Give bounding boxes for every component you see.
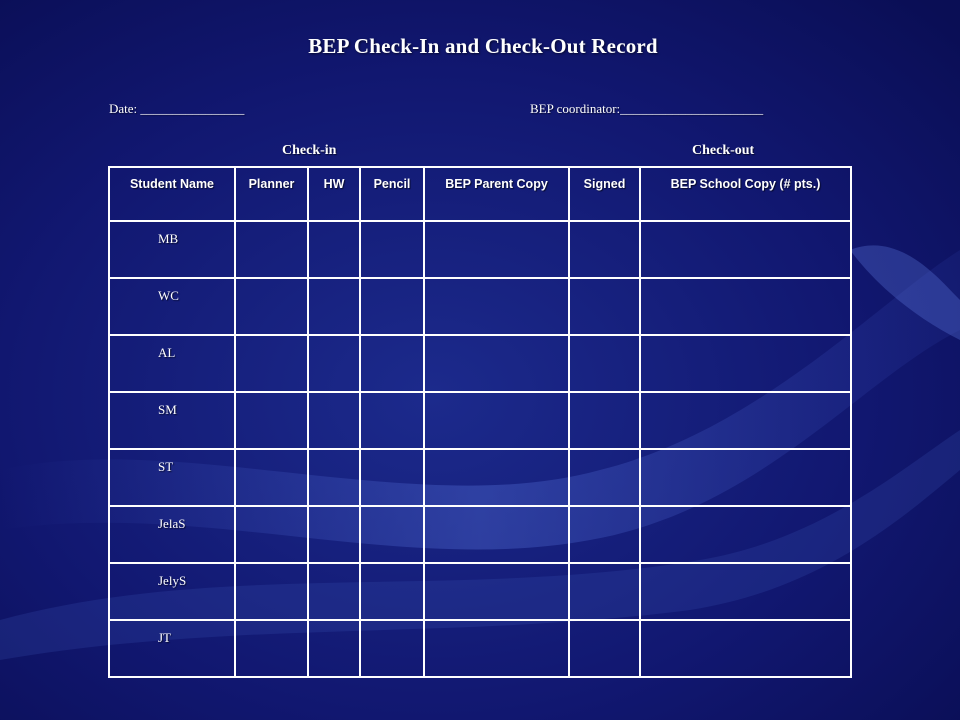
hw-cell[interactable] bbox=[308, 620, 360, 677]
student-name-cell: ST bbox=[109, 449, 235, 506]
parent-copy-cell[interactable] bbox=[424, 449, 569, 506]
column-header-planner: Planner bbox=[235, 167, 308, 221]
parent-copy-cell[interactable] bbox=[424, 335, 569, 392]
pencil-cell[interactable] bbox=[360, 449, 424, 506]
coordinator-field-line: BEP coordinator:______________________ bbox=[530, 101, 764, 116]
column-header-parent-copy: BEP Parent Copy bbox=[424, 167, 569, 221]
checkin-section-label: Check-in bbox=[282, 143, 337, 158]
column-header-school-copy: BEP School Copy (# pts.) bbox=[640, 167, 851, 221]
column-header-signed: Signed bbox=[569, 167, 640, 221]
hw-cell[interactable] bbox=[308, 563, 360, 620]
school-copy-cell[interactable] bbox=[640, 449, 851, 506]
parent-copy-cell[interactable] bbox=[424, 563, 569, 620]
planner-cell[interactable] bbox=[235, 620, 308, 677]
parent-copy-cell[interactable] bbox=[424, 278, 569, 335]
planner-cell[interactable] bbox=[235, 221, 308, 278]
signed-cell[interactable] bbox=[569, 392, 640, 449]
parent-copy-cell[interactable] bbox=[424, 392, 569, 449]
student-name-cell: JT bbox=[109, 620, 235, 677]
table-row bbox=[109, 449, 851, 506]
pencil-cell[interactable] bbox=[360, 392, 424, 449]
pencil-cell[interactable] bbox=[360, 506, 424, 563]
school-copy-cell[interactable] bbox=[640, 506, 851, 563]
parent-copy-cell[interactable] bbox=[424, 620, 569, 677]
parent-copy-cell[interactable] bbox=[424, 221, 569, 278]
column-header-pencil: Pencil bbox=[360, 167, 424, 221]
table-row bbox=[109, 620, 851, 677]
signed-cell[interactable] bbox=[569, 506, 640, 563]
record-table bbox=[108, 166, 852, 678]
student-name-cell: JelyS bbox=[109, 563, 235, 620]
table-row bbox=[109, 278, 851, 335]
checkout-section-label: Check-out bbox=[692, 143, 755, 158]
hw-cell[interactable] bbox=[308, 335, 360, 392]
table-row bbox=[109, 335, 851, 392]
student-name-cell: WC bbox=[109, 278, 235, 335]
pencil-cell[interactable] bbox=[360, 335, 424, 392]
pencil-cell[interactable] bbox=[360, 221, 424, 278]
school-copy-cell[interactable] bbox=[640, 221, 851, 278]
pencil-cell[interactable] bbox=[360, 563, 424, 620]
page-title: BEP Check-In and Check-Out Record bbox=[308, 34, 658, 58]
table-row bbox=[109, 392, 851, 449]
school-copy-cell[interactable] bbox=[640, 392, 851, 449]
signed-cell[interactable] bbox=[569, 278, 640, 335]
hw-cell[interactable] bbox=[308, 506, 360, 563]
school-copy-cell[interactable] bbox=[640, 335, 851, 392]
table-header-row bbox=[109, 167, 851, 221]
hw-cell[interactable] bbox=[308, 221, 360, 278]
student-name-cell: AL bbox=[109, 335, 235, 392]
school-copy-cell[interactable] bbox=[640, 278, 851, 335]
column-header-student-name: Student Name bbox=[109, 167, 235, 221]
student-name-cell: SM bbox=[109, 392, 235, 449]
table-row bbox=[109, 563, 851, 620]
school-copy-cell[interactable] bbox=[640, 563, 851, 620]
signed-cell[interactable] bbox=[569, 563, 640, 620]
student-name-cell: JelaS bbox=[109, 506, 235, 563]
hw-cell[interactable] bbox=[308, 278, 360, 335]
parent-copy-cell[interactable] bbox=[424, 506, 569, 563]
student-name-cell: MB bbox=[109, 221, 235, 278]
column-header-hw: HW bbox=[308, 167, 360, 221]
planner-cell[interactable] bbox=[235, 278, 308, 335]
pencil-cell[interactable] bbox=[360, 620, 424, 677]
planner-cell[interactable] bbox=[235, 563, 308, 620]
planner-cell[interactable] bbox=[235, 506, 308, 563]
planner-cell[interactable] bbox=[235, 392, 308, 449]
hw-cell[interactable] bbox=[308, 392, 360, 449]
table-row bbox=[109, 221, 851, 278]
school-copy-cell[interactable] bbox=[640, 620, 851, 677]
planner-cell[interactable] bbox=[235, 449, 308, 506]
signed-cell[interactable] bbox=[569, 620, 640, 677]
planner-cell[interactable] bbox=[235, 335, 308, 392]
date-field-line: Date: ________________ bbox=[109, 101, 245, 116]
signed-cell[interactable] bbox=[569, 221, 640, 278]
signed-cell[interactable] bbox=[569, 335, 640, 392]
signed-cell[interactable] bbox=[569, 449, 640, 506]
table-row bbox=[109, 506, 851, 563]
pencil-cell[interactable] bbox=[360, 278, 424, 335]
hw-cell[interactable] bbox=[308, 449, 360, 506]
